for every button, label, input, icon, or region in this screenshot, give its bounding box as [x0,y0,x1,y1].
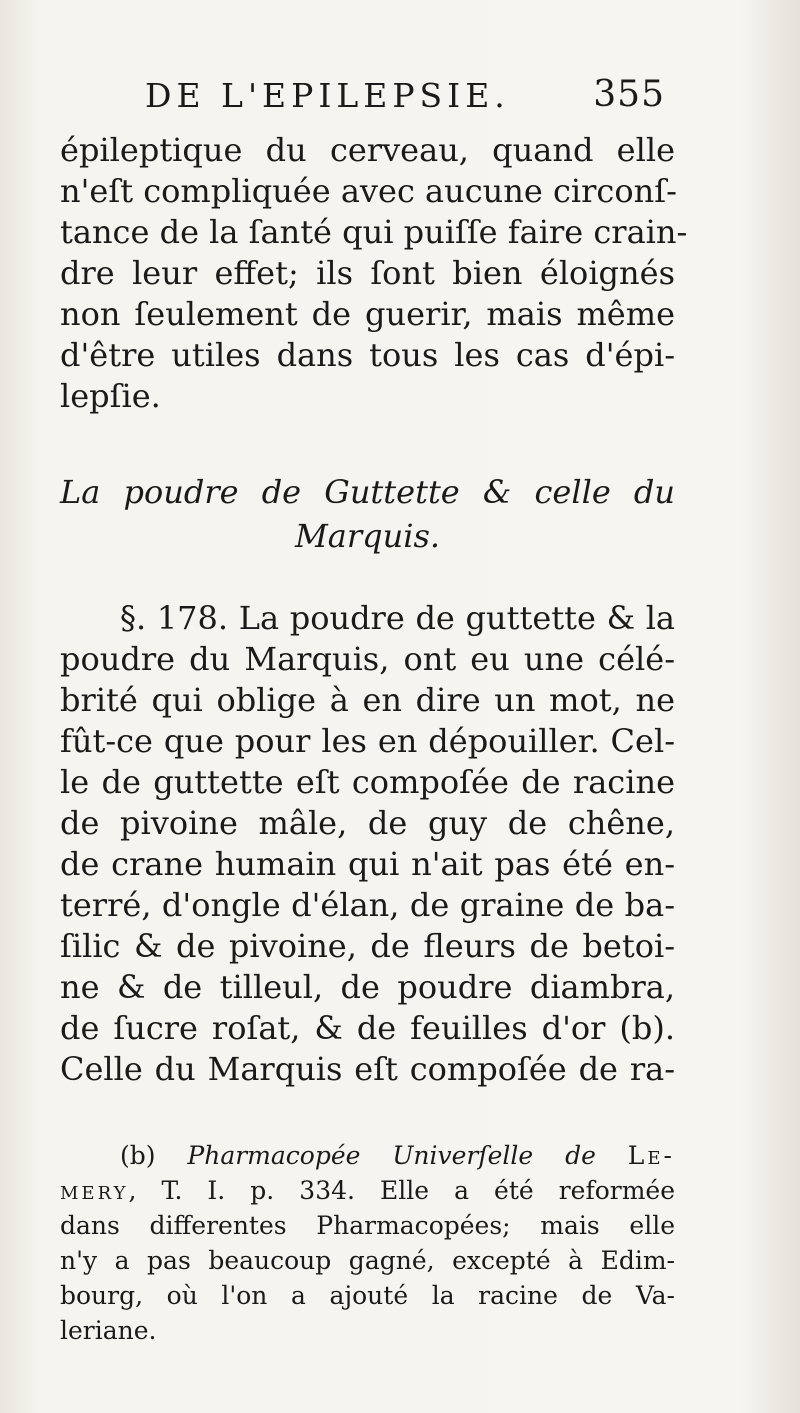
text-line: le de guttette eſt compoſée de racine [60,763,675,801]
footnote-line: dans differentes Pharmacopées; mais elle [60,1211,675,1240]
text-line: de pivoine mâle, de guy de chêne, [60,804,675,842]
footnote-line: leriane. [60,1316,157,1345]
text-line: tance de la ſanté qui puiſſe faire crain- [60,213,688,251]
text-line: ne & de tilleul, de poudre diambra, [60,968,675,1006]
footnote-author-cont: mery [60,1176,129,1205]
footnote [60,1138,675,1348]
text-line: brité qui oblige à en dire un mot, ne [60,681,675,719]
footnote-marker: (b) [120,1141,156,1170]
text-line: Celle du Marquis eſt compoſée de ra- [60,1050,675,1088]
page-number: 355 [593,74,665,115]
text-line: ſilic & de pivoine, de fleurs de betoi- [60,927,675,965]
footnote-citation: , T. I. p. 334. Elle a été reformée [128,1176,675,1205]
footnote-line: bourg, où l'on a ajouté la racine de Va- [60,1281,675,1310]
text-line: de ſucre roſat, & de feuilles d'or (b). [60,1009,675,1047]
paragraph-178 [60,598,675,1090]
paragraph-continued [60,130,688,417]
text-line: d'être utiles dans tous les cas d'épi- [60,336,675,374]
footnote-source: Pharmacopée Univerſelle de [187,1141,596,1170]
footnote-author: Le- [627,1141,675,1170]
text-line: dre leur effet; ils ſont bien éloignés [60,254,675,292]
text-line: fût-ce que pour les en dépouiller. Cel- [60,722,675,760]
footnote-line [60,1173,675,1208]
text-line: lepſie. [60,377,161,415]
section-heading-line: Marquis. [294,517,441,555]
section-heading [60,470,675,558]
section-heading-line: La poudre de Guttette & celle du [60,473,675,511]
text-line: épileptique du cerveau, quand elle [60,131,675,169]
text-line-first [60,598,675,639]
footnote-line: n'y a pas beaucoup gagné, excepté à Edim- [60,1246,675,1275]
section-mark: §. 178. [120,599,229,637]
text-line: non ſeulement de guerir, mais même [60,295,675,333]
footnote-line-first [60,1138,675,1173]
running-title: DE L'EPILEPSIE. [145,76,510,115]
text-line: n'eſt compliquée avec aucune circonſ- [60,172,677,210]
text-line: poudre du Marquis, ont eu une célé- [60,640,675,678]
text-line: de crane humain qui n'ait pas été en- [60,845,675,883]
first-line-text: La poudre de guttette & la [238,599,676,637]
page-header [145,72,665,122]
text-line: terré, d'ongle d'élan, de graine de ba- [60,886,675,924]
